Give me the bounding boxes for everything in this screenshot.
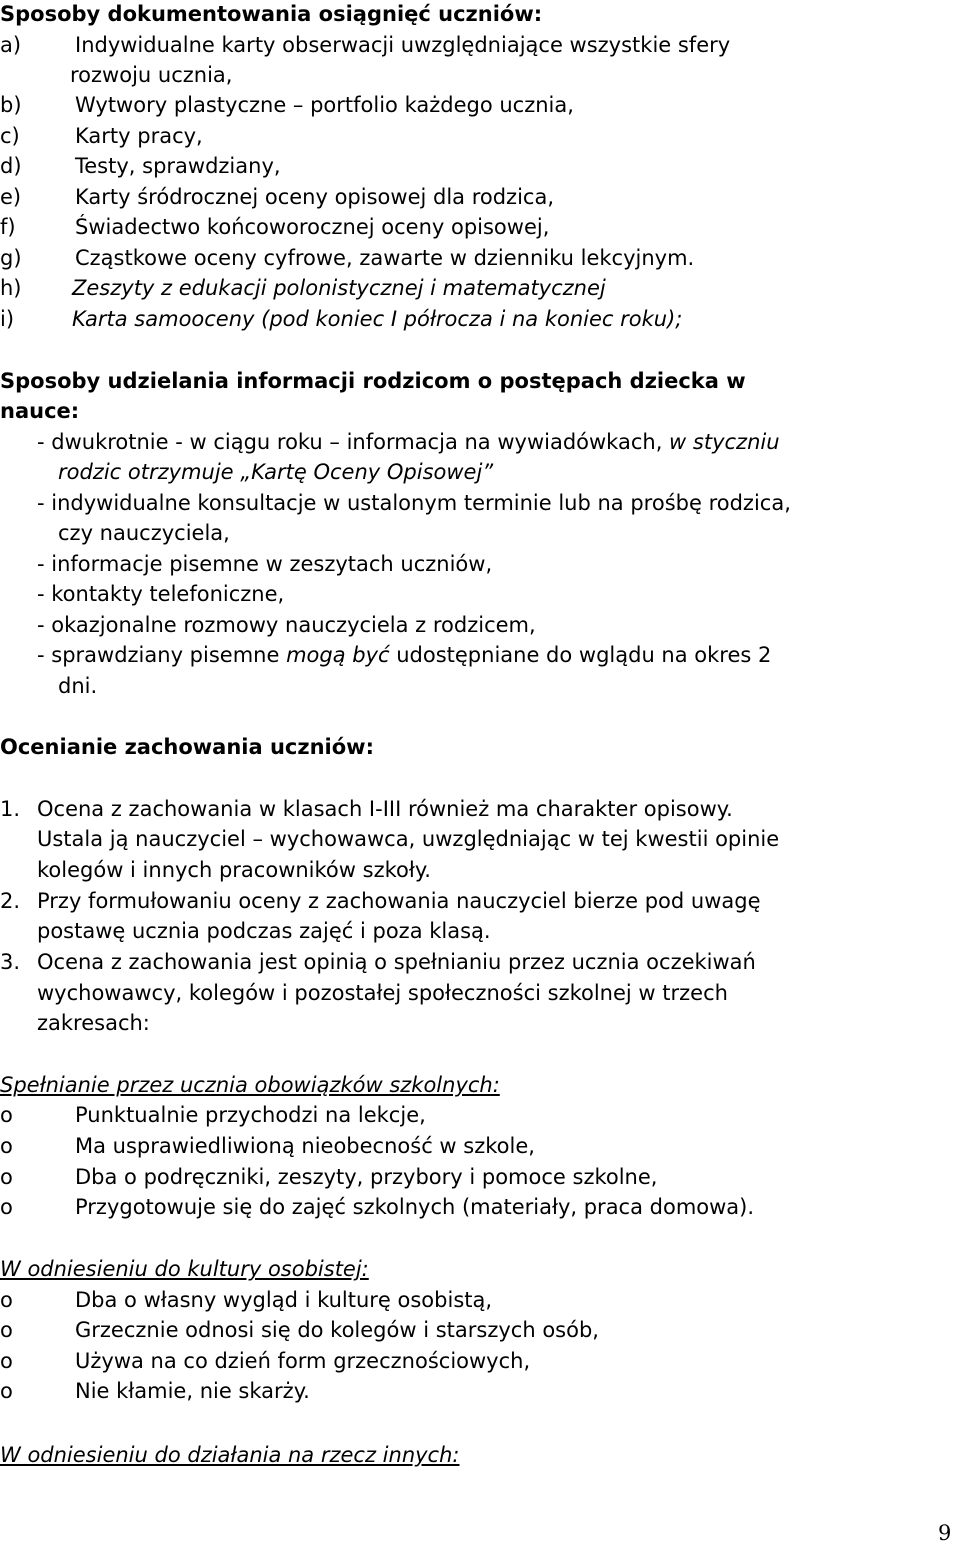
bullet-text: Grzecznie odnosi się do kolegów i starszych osób, [75, 1318, 599, 1342]
info-item-text: udostępniane do wglądu na okres 2 [389, 643, 772, 667]
list-marker: a) [0, 33, 22, 57]
info-item-consultations-cont: czy nauczyciela, [58, 521, 230, 545]
info-item-tests [37, 641, 771, 669]
paragraph-1-marker: 1. [0, 797, 21, 821]
list-item-text: Karta samooceny (pod koniec I półrocza i na koniec roku); [72, 307, 683, 331]
list-item-text: Świadectwo końcoworocznej oceny opisowej, [75, 215, 550, 239]
paragraph-2-marker: 2. [0, 889, 21, 913]
info-item-text: - dwukrotnie - w ciągu roku – informacja na wywiadówkach, [37, 430, 670, 454]
bullet-marker: o [0, 1349, 13, 1373]
bullet-text: Punktualnie przychodzi na lekcje, [75, 1103, 426, 1127]
bullet-text: Nie kłamie, nie skarży. [75, 1379, 310, 1403]
info-item-talks: - okazjonalne rozmowy nauczyciela z rodzicem, [37, 613, 536, 637]
list-marker: f) [0, 215, 16, 239]
list-item-text: Testy, sprawdziany, [75, 154, 281, 178]
section-title-documenting: Sposoby dokumentowania osiągnięć uczniów: [0, 2, 543, 26]
bullet-text: Dba o podręczniki, zeszyty, przybory i pomoce szkolne, [75, 1165, 658, 1189]
bullet-marker: o [0, 1165, 13, 1189]
list-item-text: Karty pracy, [75, 124, 203, 148]
info-item-written: - informacje pisemne w zeszytach uczniów, [37, 552, 493, 576]
bullet-marker: o [0, 1288, 13, 1312]
section-title-informing-parents-cont: nauce: [0, 399, 80, 423]
list-marker: d) [0, 154, 22, 178]
list-item-text: Karty śródrocznej oceny opisowej dla rodzica, [75, 185, 555, 209]
paragraph-1-line-2: Ustala ją nauczyciel – wychowawca, uwzględniając w tej kwestii opinie [37, 827, 780, 851]
section-title-behaviour: Ocenianie zachowania uczniów: [0, 735, 374, 759]
info-item-phone: - kontakty telefoniczne, [37, 582, 285, 606]
info-item-meetings [37, 428, 780, 456]
list-marker: b) [0, 93, 22, 117]
list-marker: i) [0, 307, 15, 331]
paragraph-3-line-3: zakresach: [37, 1011, 150, 1035]
info-item-text: - sprawdziany pisemne [37, 643, 287, 667]
section-title-informing-parents: Sposoby udzielania informacji rodzicom o postępach dziecka w [0, 369, 746, 393]
list-marker: c) [0, 124, 20, 148]
bullet-text: Przygotowuje się do zajęć szkolnych (materiały, praca domowa). [75, 1195, 755, 1219]
subheading-acting-for-others: W odniesieniu do działania na rzecz innych: [0, 1443, 460, 1467]
p1-text: Ocena z zachowania w klasach I-III również ma charakter opisowy. [37, 797, 733, 821]
bullet-marker: o [0, 1103, 13, 1127]
info-item-meetings-cont: rodzic otrzymuje „Kartę Oceny Opisowej” [58, 460, 494, 484]
paragraph-3-line-2: wychowawcy, kolegów i pozostałej społeczności szkolnej w trzech [37, 981, 728, 1005]
list-item-text: Zeszyty z edukacji polonistycznej i matematycznej [72, 276, 606, 300]
info-item-consultations: - indywidualne konsultacje w ustalonym terminie lub na prośbę rodzica, [37, 491, 791, 515]
info-item-text-italic: w styczniu [669, 430, 780, 454]
info-item-text-italic: mogą być [286, 643, 390, 667]
list-item-text: Indywidualne karty obserwacji uwzględniające wszystkie sfery [75, 33, 731, 57]
bullet-marker: o [0, 1379, 13, 1403]
info-item-tests-cont: dni. [58, 674, 98, 698]
paragraph-1-line-1 [37, 795, 955, 823]
bullet-text: Dba o własny wygląd i kulturę osobistą, [75, 1288, 493, 1312]
list-item-text: Wytwory plastyczne – portfolio każdego ucznia, [75, 93, 574, 117]
paragraph-3-line-1: Ocena z zachowania jest opinią o spełnianiu przez ucznia oczekiwań [37, 950, 756, 974]
paragraph-3-marker: 3. [0, 950, 21, 974]
subheading-personal-culture: W odniesieniu do kultury osobistej: [0, 1257, 369, 1281]
paragraph-2-line-2: postawę ucznia podczas zajęć i poza klasą. [37, 919, 491, 943]
list-marker: h) [0, 276, 22, 300]
page-number: 9 [938, 1521, 952, 1545]
list-item-text-continuation: rozwoju ucznia, [70, 63, 233, 87]
list-marker: e) [0, 185, 22, 209]
bullet-text: Ma usprawiedliwioną nieobecność w szkole, [75, 1134, 535, 1158]
list-item-text: Cząstkowe oceny cyfrowe, zawarte w dzienniku lekcyjnym. [75, 246, 695, 270]
list-marker: g) [0, 246, 22, 270]
bullet-marker: o [0, 1318, 13, 1342]
paragraph-1-line-3: kolegów i innych pracowników szkoły. [37, 858, 431, 882]
paragraph-2-line-1: Przy formułowaniu oceny z zachowania nauczyciel bierze pod uwagę [37, 889, 761, 913]
bullet-marker: o [0, 1195, 13, 1219]
bullet-text: Używa na co dzień form grzecznościowych, [75, 1349, 531, 1373]
bullet-marker: o [0, 1134, 13, 1158]
subheading-school-duties: Spełnianie przez ucznia obowiązków szkolnych: [0, 1073, 500, 1097]
